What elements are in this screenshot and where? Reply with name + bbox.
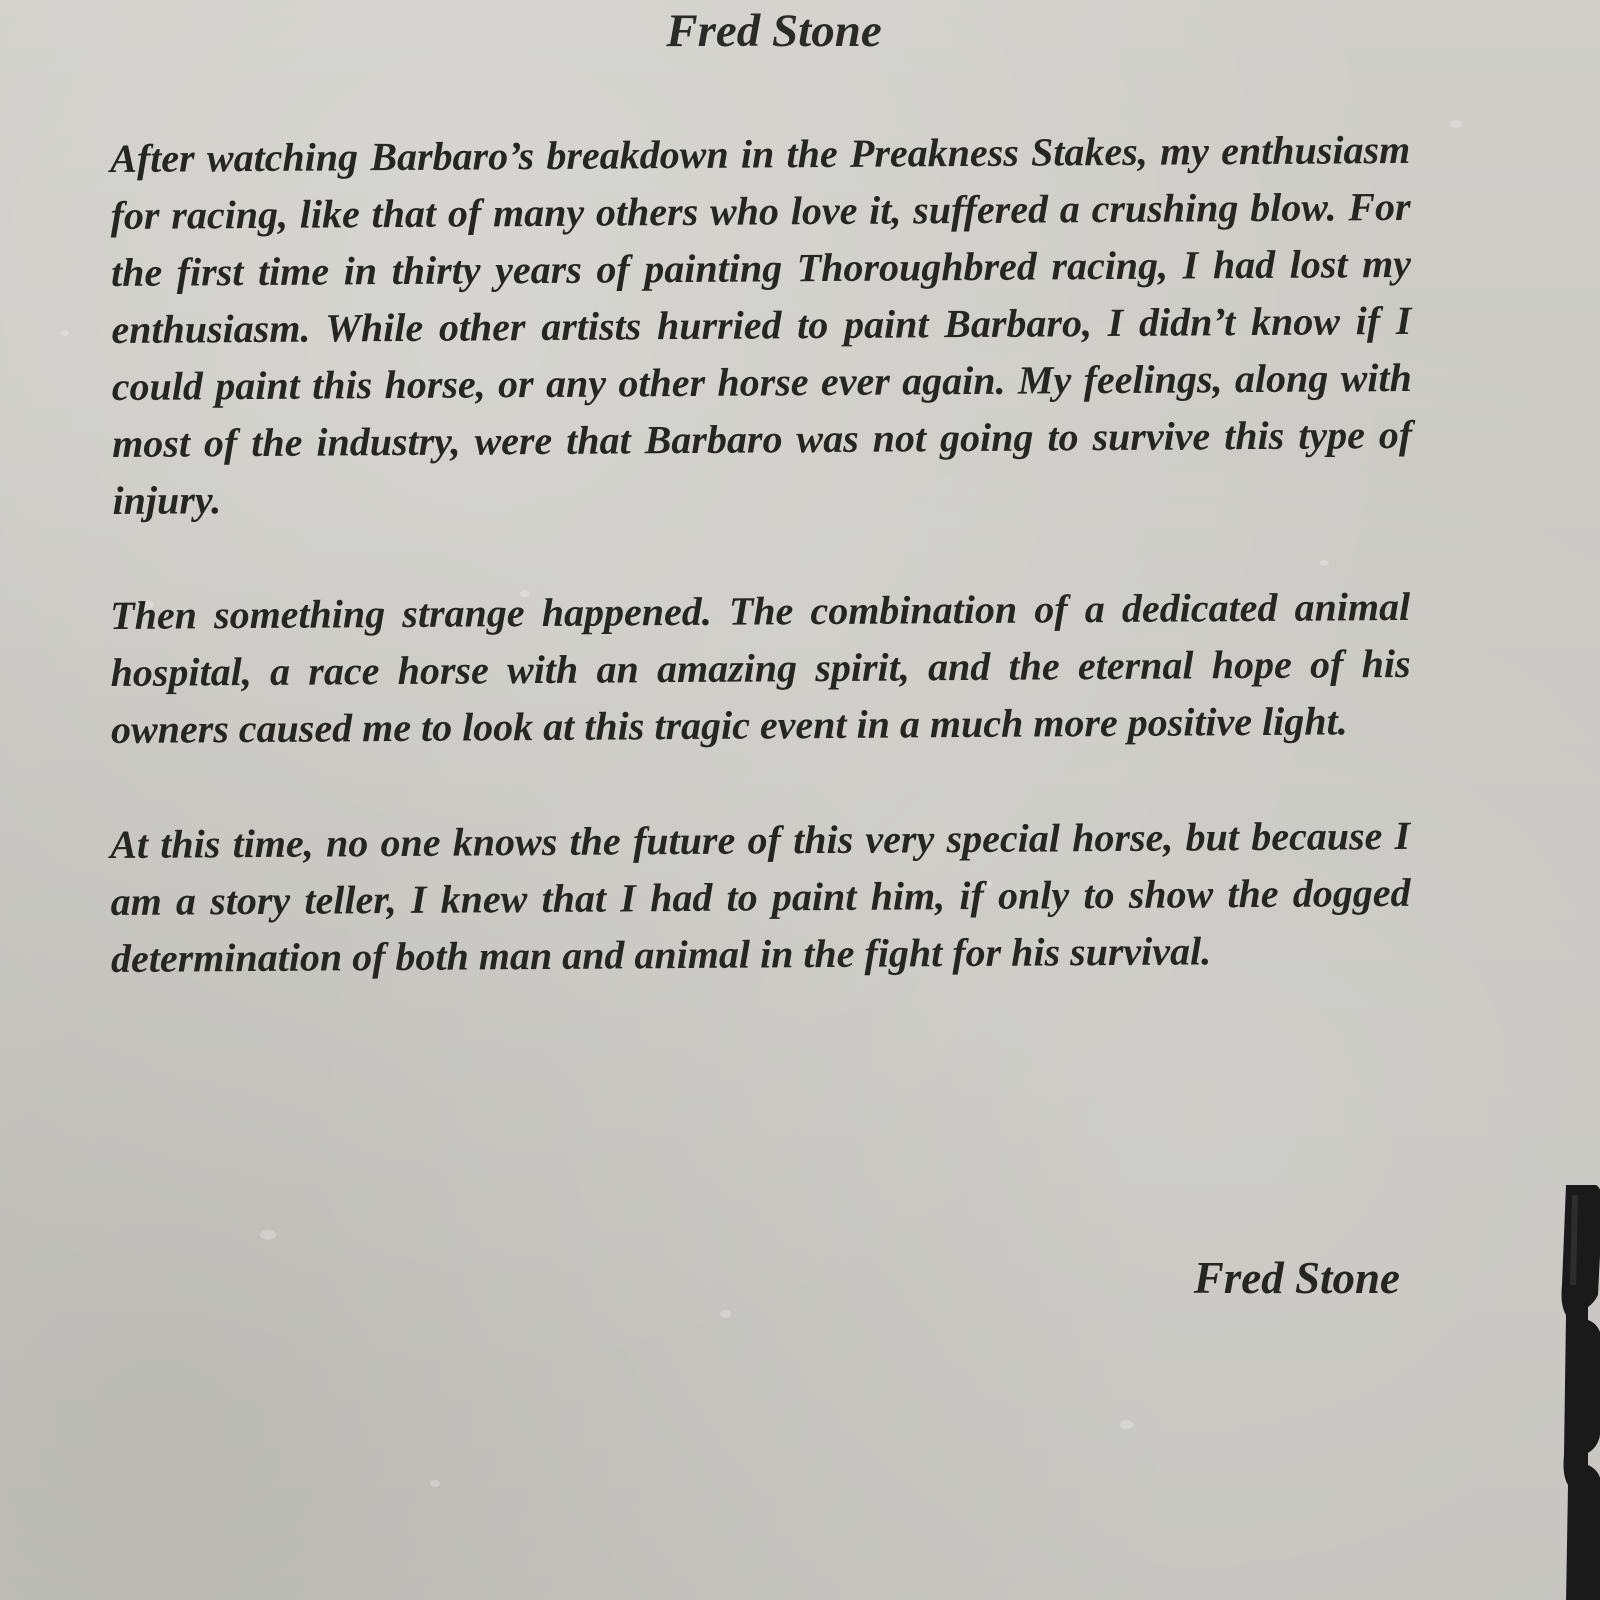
letter-signature: Fred Stone [1193,1253,1400,1303]
page-title: Fred Stone [666,5,882,57]
letter-paragraph-3: At this time, no one knows the future of this very special horse, but because I am a story teller, I knew that I had to paint him, if only to show the dogged determination of both man and animal in the fight for his survival. [110,812,1411,981]
paper-speck [260,1230,276,1240]
paper-speck [1450,120,1462,128]
letter-paragraph-1: After watching Barbaro’s breakdown in the Preakness Stakes, my enthusiasm for racing, like that of many others who love it, suffered a crushing blow. For the first time in thirty years of painting Thoroughbred racing, I had lost my enthusiasm. While other artists hurried to paint Barbaro, I didn’t know if I could paint this horse, or any other horse ever again. My feelings, along with most of the industry, were that Barbaro was not going to survive this type of injury. [110,126,1413,523]
letter-body [110,126,1413,1045]
paper-speck [430,1480,440,1487]
letter-paragraph-2: Then something strange happened. The combination of a dedicated animal hospital, a race horse with an amazing spirit, and the eternal hope of his owners caused me to look at this tragic event in a much more positive light. [110,583,1411,752]
paper-speck [720,1310,731,1318]
paper-speck [1120,1420,1133,1429]
binder-clip-icon [1558,1185,1600,1600]
paper-speck [60,330,69,336]
